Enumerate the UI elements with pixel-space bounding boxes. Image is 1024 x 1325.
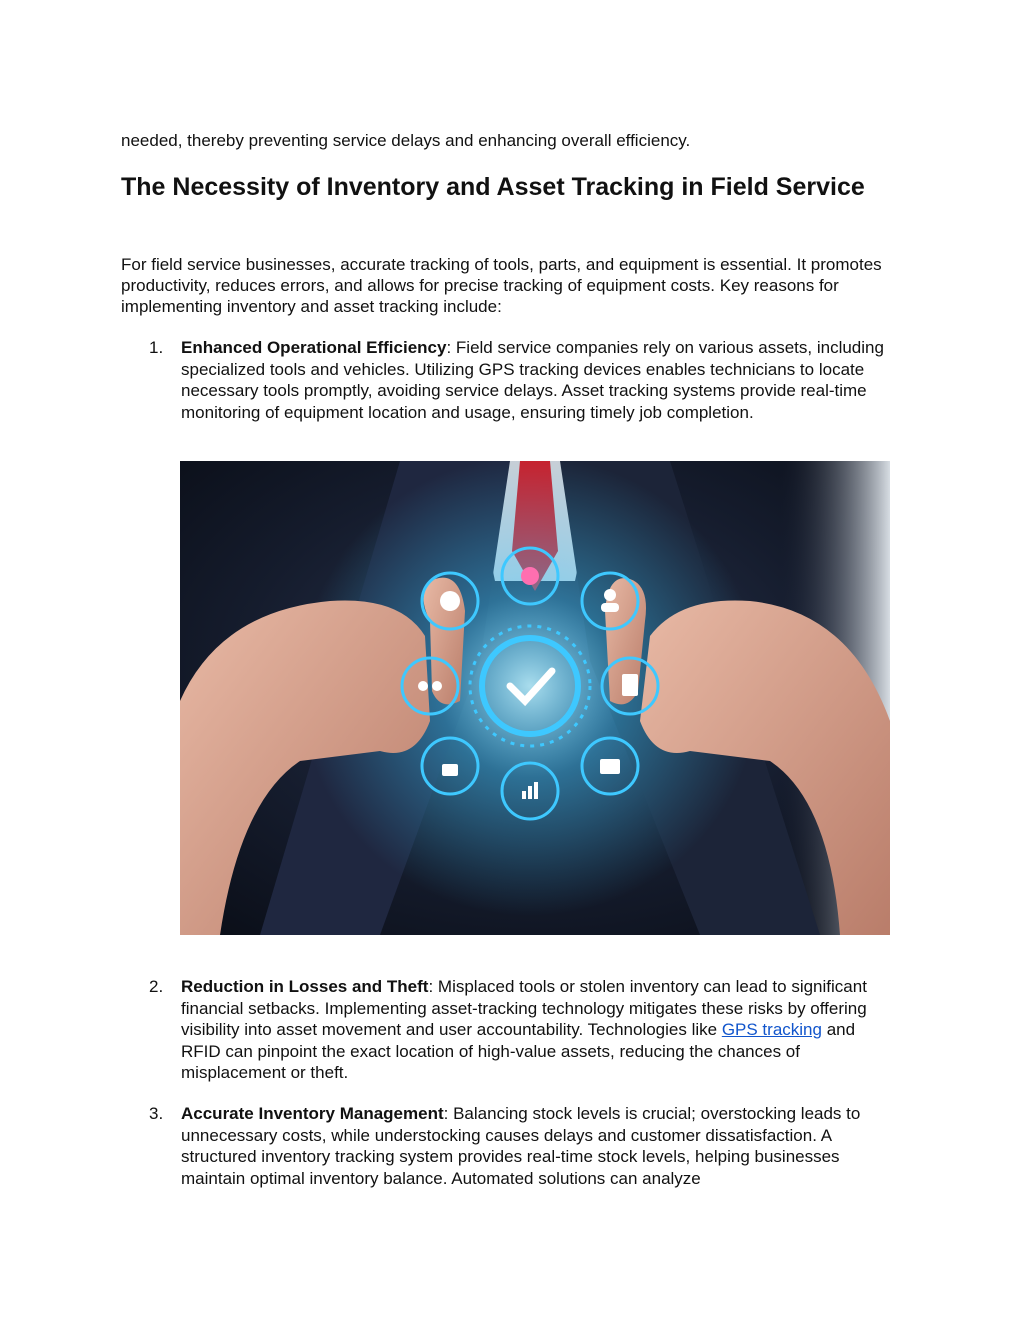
list-item-title: Enhanced Operational Efficiency (181, 338, 447, 357)
list-number: 2. (149, 977, 164, 996)
list-item-body (181, 976, 896, 1084)
user-icon (604, 589, 616, 601)
list-item-title: Accurate Inventory Management (181, 1104, 444, 1123)
badge-icon (521, 567, 539, 585)
folder-icon (600, 759, 620, 774)
intro-paragraph: For field service businesses, accurate tracking of tools, parts, and equipment is essential. It promotes productivity, reduces errors, and allows for precise tracking of equipment costs. Key reasons for implementing inventory and asset tracking include: (121, 255, 882, 316)
list-item-text: : Field service companies rely on various assets, including specialized tools and vehicles. Utilizing GPS tracking devices enables technicians to locate necessary tools promptly, avoiding service delays. Asset tracking systems provide real-time monitoring of equipment location and usage, ensuring timely job completion. (181, 338, 884, 422)
list-item-text: : Balancing stock levels is crucial; overstocking leads to unnecessary costs, while understocking causes delays and customer dissatisfaction. A structured inventory tracking system provides real-time stock levels, helping businesses maintain optimal inventory balance. Automated solutions can analyze (181, 1104, 861, 1188)
user-icon-body (601, 603, 619, 612)
list-number: 1. (149, 338, 164, 357)
section-heading: The Necessity of Inventory and Asset Tracking in Field Service (121, 173, 865, 201)
globe-icon (440, 591, 460, 611)
hero-photo-business-icons (180, 461, 890, 935)
lead-in-text: needed, thereby preventing service delays and enhancing overall efficiency. (121, 131, 691, 150)
hero-illustration (180, 461, 890, 935)
team-icon (418, 681, 428, 691)
bar-chart-icon-tall (534, 782, 538, 799)
gps-tracking-link[interactable]: GPS tracking (721, 1020, 822, 1039)
team-icon-second (432, 681, 442, 691)
list-item-title: Reduction in Losses and Theft (181, 977, 429, 996)
list-number: 3. (149, 1104, 164, 1123)
bar-chart-icon-mid (528, 786, 532, 799)
list-item-text-continued: and RFID can pinpoint the exact location of high-value assets, reducing the chances of misplacement or theft. (181, 1020, 856, 1082)
list-item-body (181, 1103, 896, 1189)
lock-icon (442, 764, 458, 776)
document-icon (622, 674, 638, 696)
list-item-text: : Misplaced tools or stolen inventory can lead to significant financial setbacks. Implementing asset-tracking technology mitigates these risks by offering visibility into asset movement and user accountability. Technologies like (181, 977, 867, 1039)
list-item-body (181, 337, 896, 423)
bar-chart-icon (522, 791, 526, 799)
